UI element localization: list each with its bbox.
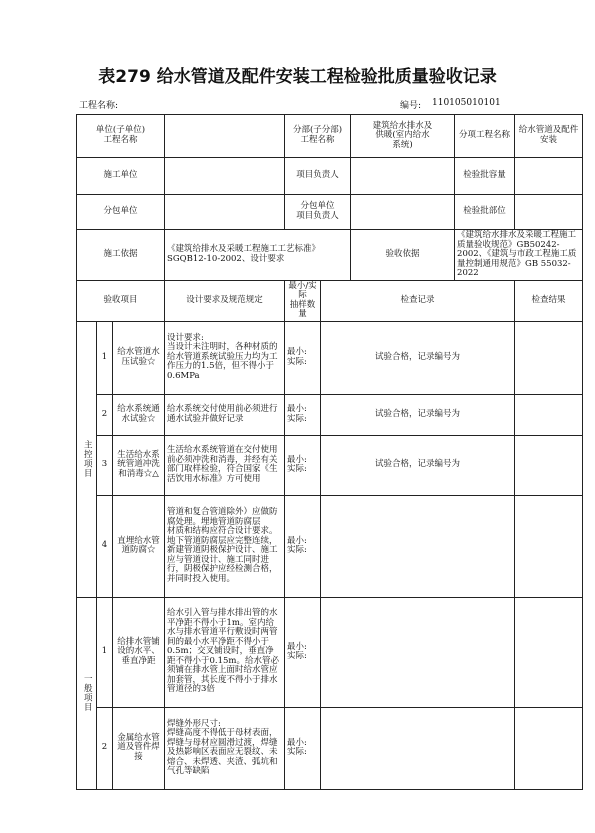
sub-pm-value[interactable] <box>351 195 455 230</box>
header-row-constructor <box>77 158 583 195</box>
min-actual: 最小: 实际: <box>285 495 321 597</box>
capacity-label: 检验批容量 <box>455 158 515 195</box>
min-actual: 最小: 实际: <box>285 435 321 495</box>
col-record: 检查记录 <box>321 280 515 321</box>
subcontractor-label: 分包单位 <box>77 195 165 230</box>
main-item-row <box>77 321 583 394</box>
item-number: 1 <box>97 321 113 394</box>
item-name: 给排水管铺 设的水平、 垂直净距 <box>113 597 165 707</box>
location-value[interactable] <box>515 195 583 230</box>
item-name-value: 给水管道及配件 安装 <box>515 115 583 158</box>
check-record[interactable] <box>321 707 515 789</box>
capacity-value[interactable] <box>515 158 583 195</box>
item-number: 2 <box>97 707 113 789</box>
general-group-label: 一般项目 <box>77 597 97 789</box>
acceptance-form-table <box>76 114 583 790</box>
unit-label: 单位(子单位) 工程名称 <box>77 115 165 158</box>
general-item-row <box>77 597 583 707</box>
code-label: 编号: <box>400 101 422 111</box>
item-requirement: 管道和复合管道除外）应做防腐处理。埋地管道防腐层 材质和结构应符合设计要求。地下管道防腐层应完整连续，新建管道阴极保护设计、施工应与管道设计、施工同时进行，阴极保护应经检测合格，并同时投入使用。 <box>165 495 285 597</box>
min-actual: 最小: 实际: <box>285 707 321 789</box>
location-label: 检验批部位 <box>455 195 515 230</box>
subdivision-label: 分部(子分部) 工程名称 <box>285 115 351 158</box>
main-item-row <box>77 394 583 435</box>
check-record[interactable]: 试验合格，记录编号为 <box>321 321 515 394</box>
item-requirement: 设计要求: 当设计未注明时，各种材质的给水管道系统试验压力均为工作压力的1.5倍，但不得小于0.6MPa <box>165 321 285 394</box>
pm-label: 项目负责人 <box>285 158 351 195</box>
pm-value[interactable] <box>351 158 455 195</box>
basis-label: 施工依据 <box>77 230 165 281</box>
check-result[interactable] <box>515 435 583 495</box>
check-result[interactable] <box>515 495 583 597</box>
check-result[interactable] <box>515 597 583 707</box>
header-row-subcontractor <box>77 195 583 230</box>
header-row-basis <box>77 230 583 281</box>
item-name: 直埋给水管 道防腐☆ <box>113 495 165 597</box>
project-name-label: 工程名称: <box>79 101 119 111</box>
item-name: 给水系统通 水试验☆ <box>113 394 165 435</box>
col-sample: 最小/实际 抽样数量 <box>285 280 321 321</box>
check-result[interactable] <box>515 321 583 394</box>
main-group-label: 主控项目 <box>77 321 97 597</box>
check-record[interactable]: 试验合格，记录编号为 <box>321 435 515 495</box>
item-requirement: 给水系统交付使用前必须进行通水试验并做好记录 <box>165 394 285 435</box>
acceptance-label: 验收依据 <box>351 230 455 281</box>
col-result: 检查结果 <box>515 280 583 321</box>
document-title: 表279 给水管道及配件安装工程检验批质量验收记录 <box>98 67 497 87</box>
item-name: 生活给水系 统管道冲洗 和消毒☆△ <box>113 435 165 495</box>
item-requirement: 生活给水系统管道在交付使用前必须冲洗和消毒，并经有关部门取样检验，符合国家《生活饮用水标准》方可使用 <box>165 435 285 495</box>
item-name: 给水管道水 压试验☆ <box>113 321 165 394</box>
min-actual: 最小: 实际: <box>285 394 321 435</box>
general-item-row <box>77 707 583 789</box>
item-name: 金属给水管 道及管件焊 接 <box>113 707 165 789</box>
constructor-value[interactable] <box>165 158 285 195</box>
check-result[interactable] <box>515 707 583 789</box>
main-item-row <box>77 435 583 495</box>
min-actual: 最小: 实际: <box>285 597 321 707</box>
col-requirement: 设计要求及规范规定 <box>165 280 285 321</box>
check-record[interactable] <box>321 597 515 707</box>
item-number: 2 <box>97 394 113 435</box>
subcontractor-value[interactable] <box>165 195 285 230</box>
item-number: 1 <box>97 597 113 707</box>
subdivision-value: 建筑给水排水及 供暖(室内给水 系统) <box>351 115 455 158</box>
min-actual: 最小: 实际: <box>285 321 321 394</box>
sub-pm-label: 分包单位 项目负责人 <box>285 195 351 230</box>
main-item-row <box>77 495 583 597</box>
constructor-label: 施工单位 <box>77 158 165 195</box>
column-header-row <box>77 280 583 321</box>
unit-value[interactable] <box>165 115 285 158</box>
code-value: 110105010101 <box>432 98 501 108</box>
header-row-unit <box>77 115 583 158</box>
item-requirement: 给水引入管与排水排出管的水平净距不得小于1m。室内给水与排水管道平行敷设时两管间的最小水平净距不得小于0.5m；交叉铺设时，垂直净距不得小于0.15m。给水管必须铺在排水管上面时给水管应加套管，其长度不得小于排水管道径的3倍 <box>165 597 285 707</box>
basis-value: 《建筑给排水及采暖工程施工工艺标准》 SGQB12-10-2002、设计要求 <box>165 230 351 281</box>
col-item: 验收项目 <box>77 280 165 321</box>
item-number: 3 <box>97 435 113 495</box>
item-number: 4 <box>97 495 113 597</box>
check-result[interactable] <box>515 394 583 435</box>
item-name-label: 分项工程名称 <box>455 115 515 158</box>
check-record[interactable]: 试验合格，记录编号为 <box>321 394 515 435</box>
check-record[interactable] <box>321 495 515 597</box>
item-requirement: 焊缝外形尺寸: 焊缝高度不得低于母材表面，焊缝与母材应圆滑过渡，焊缝及热影响区表面应无裂纹、未熔合、未焊透、夹渣、弧坑和气孔等缺陷 <box>165 707 285 789</box>
acceptance-value: 《建筑给水排水及采暖工程施工质量验收规范》GB50242-2002、《建筑与市政工程施工质量控制通用规范》GB 55032-2022 <box>455 230 583 281</box>
